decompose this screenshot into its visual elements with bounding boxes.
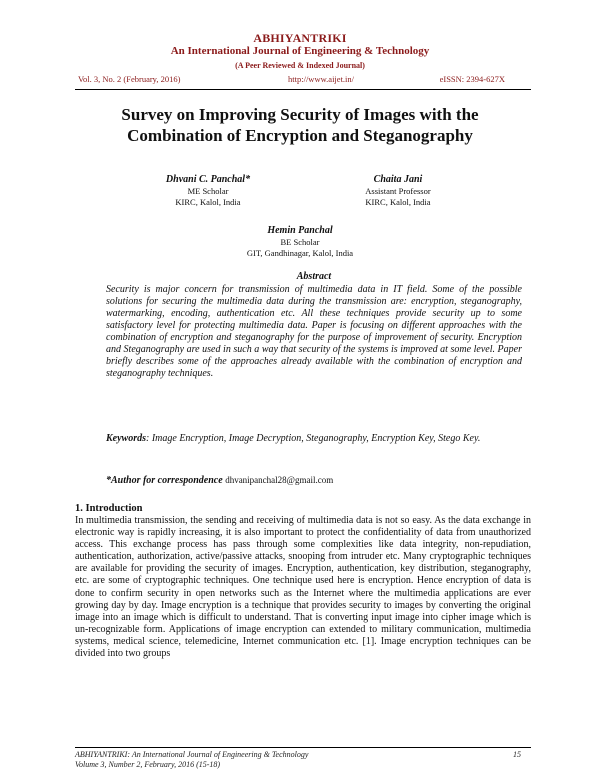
journal-subtitle: An International Journal of Engineering & Technology xyxy=(170,45,430,57)
author-role: BE Scholar xyxy=(280,237,320,247)
page-number: 15 xyxy=(513,750,521,759)
paper-title xyxy=(60,104,540,146)
author-affiliation: KIRC, Kalol, India xyxy=(365,197,431,207)
journal-name: ABHIYANTRIKI xyxy=(253,31,347,45)
keywords xyxy=(106,433,522,446)
author-block xyxy=(118,173,298,208)
introduction-text: In multimedia transmission, the sending and receiving of multimedia data is not so easy. As the data exchange in electronic way is rapidly increasing, it is also important to protect the confidentiality of data from unauthorized access. This exchange process has pass through some complexities like data integrity, non-repudiation, authentication, authorization, active/passive attacks, snooping from intruder etc. Many cryptographic techniques are available for providing the security of images. Encryption, authentication, key distribution, steganography, etc. are some of cryptographic techniques. One technique used here is encryption. Hence encryption of data is done to confirm security in open networks such as the Internet where the multimedia applications are ever growing day by day. Image encryption is a technique that provides security to images by converting the original image into an image which is difficult to understand. That is converting input image into cipher image which is un-recognizable form. Applications of image encryption can extended to military communication, multimedia systems, medical science, telemedicine, Internet communication etc. [1]. Image encryption techniques can be divided into two groups xyxy=(75,515,531,660)
header-divider xyxy=(75,89,531,90)
author-name: Dhvani C. Panchal* xyxy=(165,174,251,185)
title-line-2: Combination of Encryption and Steganography xyxy=(127,126,473,145)
author-name: Chaita Jani xyxy=(373,174,423,185)
author-role: ME Scholar xyxy=(187,186,229,196)
author-affiliation: GIT, Gandhinagar, Kalol, India xyxy=(246,248,354,258)
journal-info-row xyxy=(75,74,525,86)
issn: eISSN: 2394-627X xyxy=(439,74,505,84)
page-footer xyxy=(75,750,531,770)
correspondence xyxy=(106,474,522,487)
footer-divider xyxy=(75,747,531,748)
correspondence-label: *Author for correspondence xyxy=(106,475,223,486)
author-role: Assistant Professor xyxy=(365,186,431,196)
abstract-heading: Abstract xyxy=(296,271,332,282)
journal-peer-note: (A Peer Reviewed & Indexed Journal) xyxy=(235,61,365,70)
keywords-text: : Image Encryption, Image Decryption, Steganography, Encryption Key, Stego Key. xyxy=(146,433,481,444)
abstract xyxy=(106,270,522,380)
author-block xyxy=(210,224,390,259)
keywords-label: Keywords xyxy=(106,433,146,444)
footer-journal: ABHIYANTRIKI: An International Journal of Engineering & Technology xyxy=(75,750,309,759)
author-block xyxy=(308,173,488,208)
author-name: Hemin Panchal xyxy=(267,225,333,236)
volume-info: Vol. 3, No. 2 (February, 2016) xyxy=(78,74,181,84)
title-line-1: Survey on Improving Security of Images with the xyxy=(121,105,479,124)
section-heading-introduction: 1. Introduction xyxy=(75,503,143,514)
author-affiliation: KIRC, Kalol, India xyxy=(175,197,241,207)
correspondence-email[interactable]: dhvanipanchal28@gmail.com xyxy=(225,475,334,485)
journal-url[interactable]: http://www.aijet.in/ xyxy=(288,74,355,84)
footer-volume: Volume 3, Number 2, February, 2016 (15-18) xyxy=(75,760,221,769)
abstract-text: Security is major concern for transmission of multimedia data in IT field. Some of the possible solutions for securing the multimedia data during the transmission are: encryption, steganography, watermarking, encoding, authentication etc. All these techniques provide security up to some satisfactory level for protecting multimedia data. Paper is focusing on different approaches with the combination of encryption and steganography for the purpose of improvement of security. Encryption and Steganography are used in such a way that security of the systems is improved at some level. Paper briefly describes some of the approaches already available with the combination of encryption and steganography techniques. xyxy=(106,284,522,379)
